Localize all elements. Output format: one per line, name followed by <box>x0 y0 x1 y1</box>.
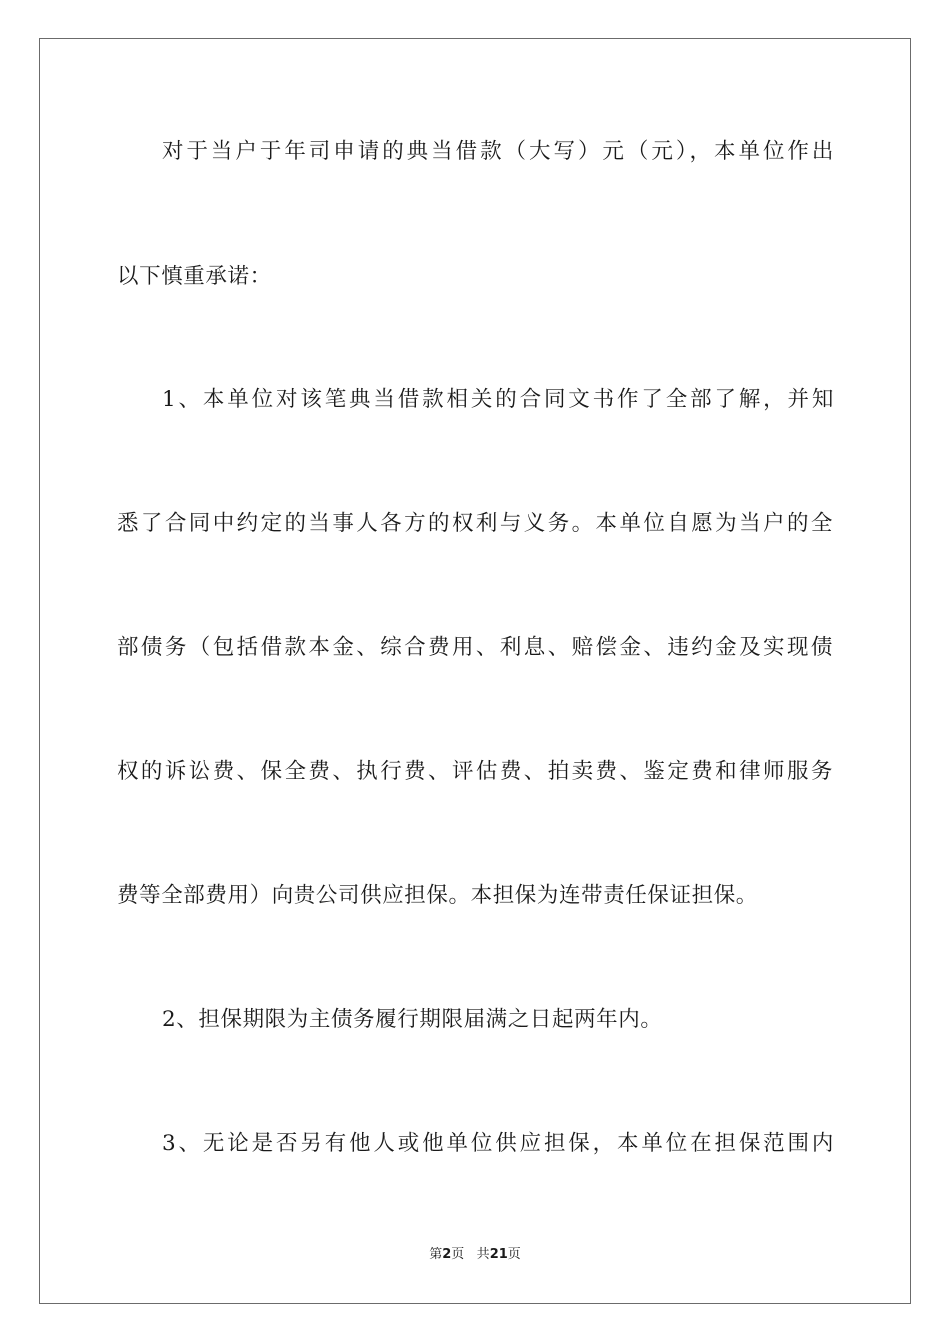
footer-total-prefix: 共 <box>476 1247 490 1262</box>
page-footer <box>0 1246 950 1264</box>
paragraph-intro-line-2: 以下慎重承诺： <box>117 264 272 289</box>
footer-page-number: 2 <box>442 1247 452 1262</box>
clause-1-line-1: 1、本单位对该笔典当借款相关的合同文书作了全部了解，并知 <box>162 387 834 412</box>
footer-total-pages: 21 <box>489 1247 508 1262</box>
clause-1-line-4: 权的诉讼费、保全费、执行费、评估费、拍卖费、鉴定费和律师服务 <box>117 759 833 784</box>
clause-1-line-5: 费等全部费用）向贵公司供应担保。本担保为连带责任保证担保。 <box>117 883 758 908</box>
footer-page-suffix: 页 <box>451 1247 465 1262</box>
paragraph-intro-line-1: 对于当户于年司申请的典当借款（大写）元（元），本单位作出 <box>162 139 834 164</box>
footer-total-suffix: 页 <box>507 1247 521 1262</box>
clause-3-line-1: 3、无论是否另有他人或他单位供应担保，本单位在担保范围内 <box>162 1131 834 1156</box>
footer-page-prefix: 第 <box>429 1247 443 1262</box>
clause-2-line-1: 2、担保期限为主债务履行期限届满之日起两年内。 <box>162 1007 663 1032</box>
page-border <box>39 38 911 1304</box>
clause-1-line-3: 部债务（包括借款本金、综合费用、利息、赔偿金、违约金及实现债 <box>117 635 833 660</box>
clause-1-line-2: 悉了合同中约定的当事人各方的权利与义务。本单位自愿为当户的全 <box>117 511 833 536</box>
